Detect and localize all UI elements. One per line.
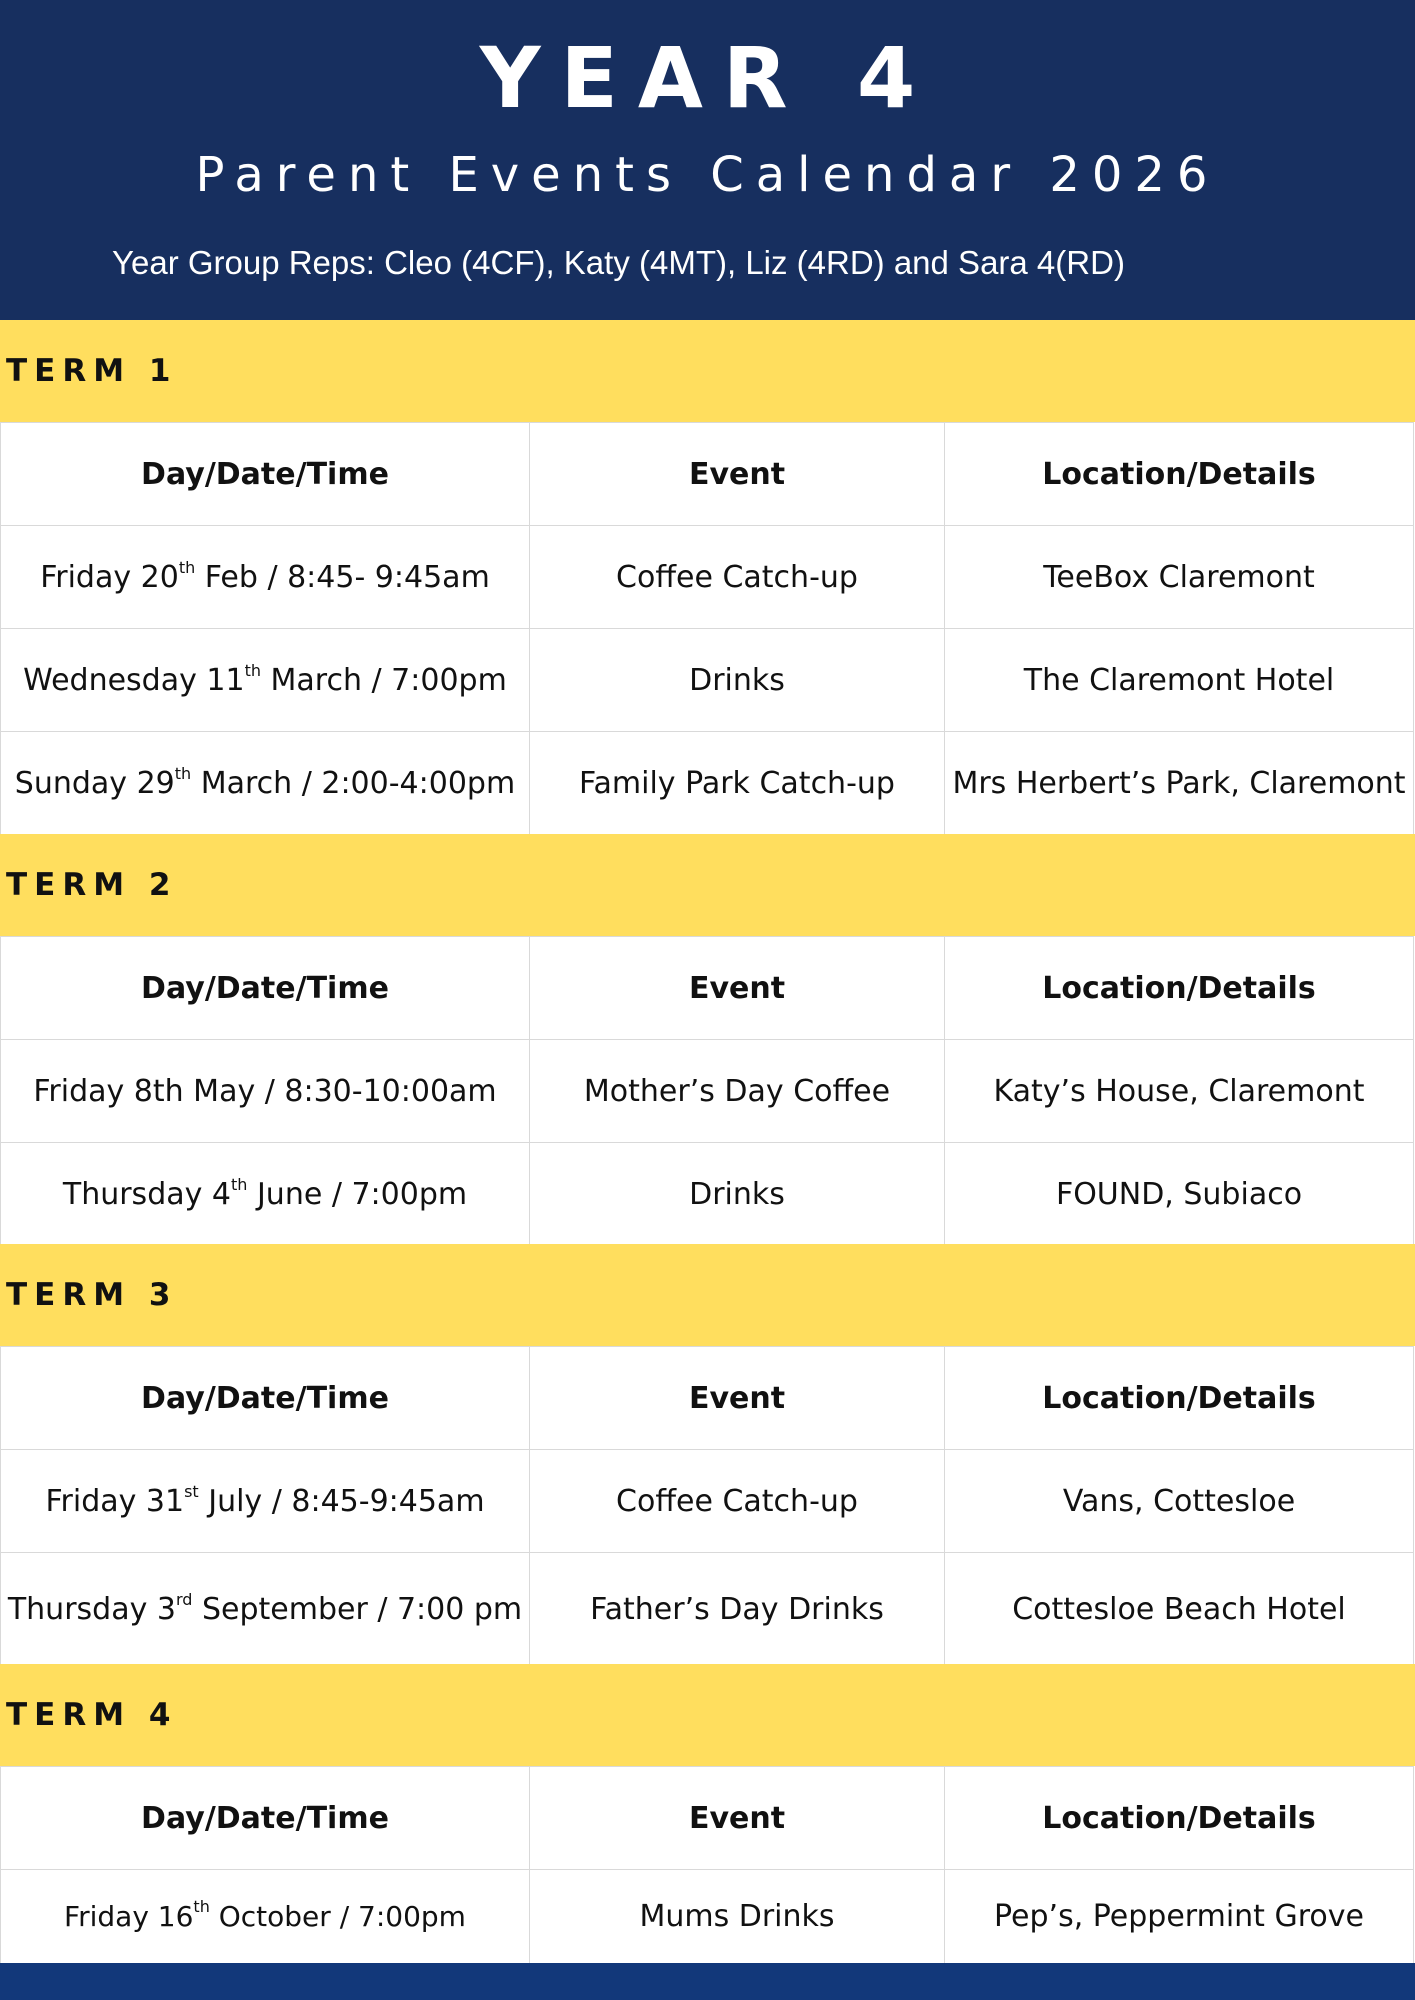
- date-cell: Thursday 3rd September / 7:00 pm: [1, 1553, 530, 1667]
- event-cell: Father’s Day Drinks: [530, 1553, 945, 1667]
- table-row: [1, 629, 1414, 732]
- table-row: [1, 1040, 1414, 1143]
- column-header-event: Event: [530, 1347, 945, 1450]
- event-cell: Mother’s Day Coffee: [530, 1040, 945, 1143]
- term-3-table: [0, 1346, 1414, 1667]
- table-header-row: [1, 937, 1414, 1040]
- date-cell: Friday 8th May / 8:30-10:00am: [1, 1040, 530, 1143]
- term-label: TERM 3: [6, 1277, 178, 1313]
- year-group-reps: Year Group Reps: Cleo (4CF), Katy (4MT), Liz (4RD) and Sara 4(RD): [112, 244, 1125, 281]
- event-cell: Drinks: [530, 1143, 945, 1246]
- column-header-date: Day/Date/Time: [1, 937, 530, 1040]
- table-header-row: [1, 1347, 1414, 1450]
- location-cell: Katy’s House, Claremont: [945, 1040, 1414, 1143]
- date-cell: Friday 16th October / 7:00pm: [1, 1870, 530, 1964]
- date-cell: Wednesday 11th March / 7:00pm: [1, 629, 530, 732]
- date-cell: Friday 20th Feb / 8:45- 9:45am: [1, 526, 530, 629]
- table-row: [1, 1553, 1414, 1667]
- event-cell: Coffee Catch-up: [530, 526, 945, 629]
- column-header-location: Location/Details: [945, 1767, 1414, 1870]
- table-row: [1, 1870, 1414, 1964]
- term-4-table: [0, 1766, 1414, 1964]
- table-row: [1, 526, 1414, 629]
- term-2-table: [0, 936, 1414, 1246]
- term-1-table: [0, 422, 1414, 835]
- footer-bar: [0, 1963, 1415, 2000]
- table-header-row: [1, 423, 1414, 526]
- page-subtitle: Parent Events Calendar 2026: [195, 147, 1220, 203]
- table-row: [1, 1450, 1414, 1553]
- table-row: [1, 1143, 1414, 1246]
- term-3-banner: [0, 1244, 1415, 1346]
- location-cell: TeeBox Claremont: [945, 526, 1414, 629]
- term-1-banner: [0, 320, 1415, 422]
- term-label: TERM 1: [6, 353, 178, 389]
- location-cell: FOUND, Subiaco: [945, 1143, 1414, 1246]
- event-cell: Drinks: [530, 629, 945, 732]
- event-cell: Mums Drinks: [530, 1870, 945, 1964]
- table-header-row: [1, 1767, 1414, 1870]
- term-label: TERM 2: [6, 867, 178, 903]
- date-cell: Sunday 29th March / 2:00-4:00pm: [1, 732, 530, 835]
- column-header-event: Event: [530, 423, 945, 526]
- column-header-location: Location/Details: [945, 937, 1414, 1040]
- location-cell: The Claremont Hotel: [945, 629, 1414, 732]
- page-title: YEAR 4: [479, 29, 936, 127]
- location-cell: Vans, Cottesloe: [945, 1450, 1414, 1553]
- column-header-event: Event: [530, 937, 945, 1040]
- column-header-date: Day/Date/Time: [1, 1347, 530, 1450]
- location-cell: Mrs Herbert’s Park, Claremont: [945, 732, 1414, 835]
- term-4-banner: [0, 1664, 1415, 1766]
- term-2-banner: [0, 834, 1415, 936]
- date-cell: Thursday 4th June / 7:00pm: [1, 1143, 530, 1246]
- column-header-location: Location/Details: [945, 1347, 1414, 1450]
- column-header-date: Day/Date/Time: [1, 423, 530, 526]
- date-cell: Friday 31st July / 8:45-9:45am: [1, 1450, 530, 1553]
- event-cell: Coffee Catch-up: [530, 1450, 945, 1553]
- location-cell: Pep’s, Peppermint Grove: [945, 1870, 1414, 1964]
- event-cell: Family Park Catch-up: [530, 732, 945, 835]
- page-header: [0, 0, 1415, 320]
- location-cell: Cottesloe Beach Hotel: [945, 1553, 1414, 1667]
- column-header-event: Event: [530, 1767, 945, 1870]
- column-header-date: Day/Date/Time: [1, 1767, 530, 1870]
- column-header-location: Location/Details: [945, 423, 1414, 526]
- table-row: [1, 732, 1414, 835]
- term-label: TERM 4: [6, 1697, 178, 1733]
